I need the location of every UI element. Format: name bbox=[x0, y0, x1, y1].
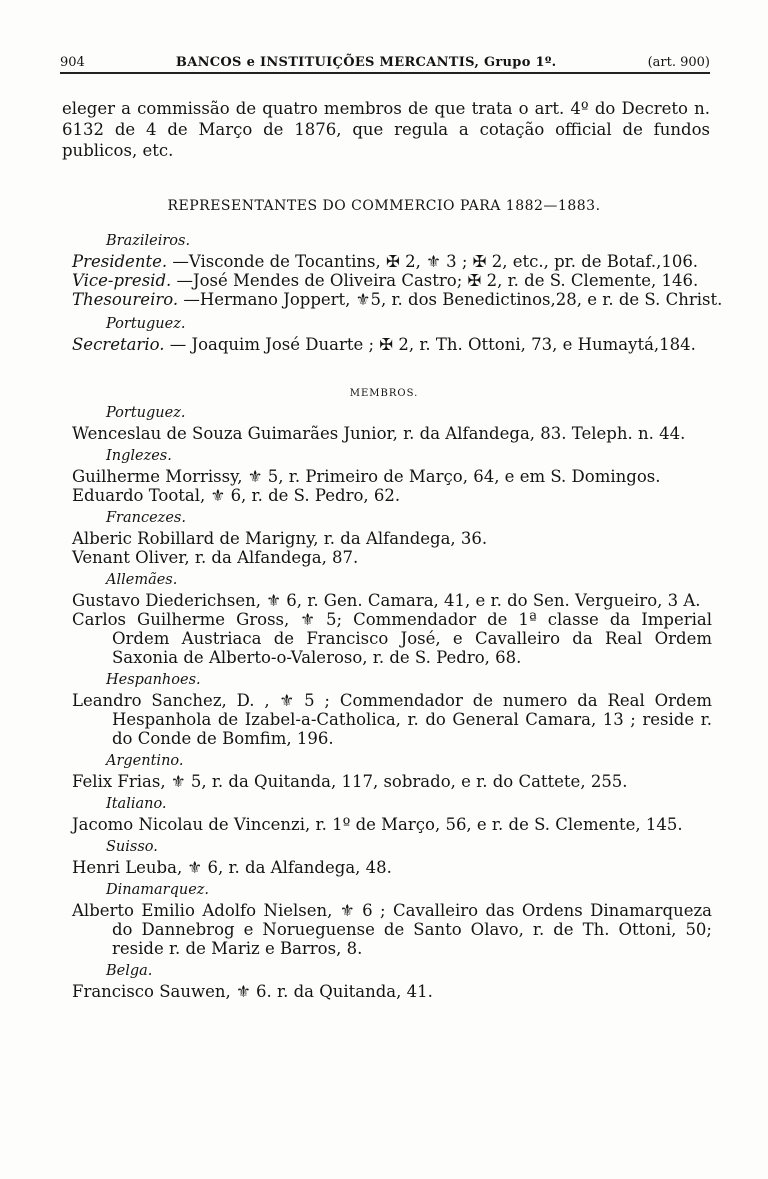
president-line bbox=[72, 252, 712, 271]
nationality-heading: Inglezes. bbox=[106, 448, 172, 464]
member-entry: Gustavo Diederichsen, ⚜ 6, r. Gen. Camara, 41, e r. do Sen. Vergueiro, 3 A. bbox=[72, 591, 701, 610]
member-group bbox=[72, 447, 712, 505]
nationality-heading: Portuguez. bbox=[106, 405, 186, 421]
members-block bbox=[72, 404, 712, 1005]
president-text: —Visconde de Tocantins, ✠ 2, ⚜ 3 ; ✠ 2, etc., pr. de Botaf.,106. bbox=[172, 252, 699, 271]
nationality-heading: Francezes. bbox=[106, 510, 186, 526]
nationality-heading: Hespanhoes. bbox=[106, 672, 201, 688]
member-entry: Felix Frias, ⚜ 5, r. da Quitanda, 117, sobrado, e r. do Cattete, 255. bbox=[72, 772, 628, 791]
running-title: BANCOS e INSTITUIÇÕES MERCANTIS, Grupo 1º. bbox=[175, 55, 557, 70]
member-group bbox=[72, 838, 712, 877]
member-entry: Carlos Guilherme Gross, ⚜ 5; Commendador de 1ª classe da Imperial Ordem Austriaca de Francisco José, e Cavalleiro da Real Ordem Saxonia de Alberto-o-Valeroso, r. de S. Pedro, 68. bbox=[72, 610, 712, 667]
article-reference: (art. 900) bbox=[647, 55, 710, 70]
member-group bbox=[72, 571, 712, 667]
member-group bbox=[72, 404, 712, 443]
nationality-heading: Dinamarquez. bbox=[106, 882, 210, 898]
member-group bbox=[72, 509, 712, 567]
secretary-role: Secretario. bbox=[72, 335, 165, 354]
member-entry: Alberic Robillard de Marigny, r. da Alfandega, 36. bbox=[72, 529, 488, 548]
members-title: MEMBROS. bbox=[349, 388, 419, 399]
nationality-heading: Allemães. bbox=[106, 572, 178, 588]
member-entry: Alberto Emilio Adolfo Nielsen, ⚜ 6 ; Cavalleiro das Ordens Dinamarqueza do Dannebrog e Norueguense de Santo Olavo, r. de Th. Ottoni, 50; reside r. de Mariz e Barros, 8. bbox=[72, 901, 712, 958]
member-group bbox=[72, 752, 712, 791]
vice-president-role: Vice-presid. bbox=[72, 271, 172, 290]
member-entry: Eduardo Tootal, ⚜ 6, r. de S. Pedro, 62. bbox=[72, 486, 401, 505]
vice-president-line bbox=[72, 271, 712, 290]
treasurer-line bbox=[72, 290, 723, 309]
nationality-heading: Argentino. bbox=[106, 753, 184, 769]
member-entry: Leandro Sanchez, D. , ⚜ 5 ; Commendador de numero da Real Ordem Hespanhola de Izabel-a-Catholica, r. do General Camara, 13 ; reside r. do Conde de Bomfim, 196. bbox=[72, 691, 712, 748]
member-entry: Francisco Sauwen, ⚜ 6. r. da Quitanda, 41. bbox=[72, 982, 433, 1001]
running-header bbox=[60, 55, 710, 74]
nationality-heading: Belga. bbox=[106, 963, 153, 979]
secretary-line bbox=[72, 335, 712, 354]
member-entry: Venant Oliver, r. da Alfandega, 87. bbox=[72, 548, 359, 567]
section-title: REPRESENTANTES DO COMMERCIO PARA 1882—1883. bbox=[167, 198, 601, 214]
nationality-heading: Portuguez. bbox=[106, 316, 186, 332]
president-role: Presidente. bbox=[72, 252, 168, 271]
nationality-heading: Brazileiros. bbox=[106, 233, 191, 249]
directors-block bbox=[72, 232, 723, 354]
member-group bbox=[72, 962, 712, 1001]
member-group bbox=[72, 795, 712, 834]
vice-president-text: —José Mendes de Oliveira Castro; ✠ 2, r. de S. Clemente, 146. bbox=[176, 271, 699, 290]
treasurer-role: Thesoureiro. bbox=[72, 290, 179, 309]
nationality-heading: Suisso. bbox=[106, 839, 158, 855]
member-group bbox=[72, 671, 712, 748]
treasurer-text: —Hermano Joppert, ⚜5, r. dos Benedictinos,28, e r. de S. Christ. bbox=[183, 290, 723, 309]
member-entry: Guilherme Morrissy, ⚜ 5, r. Primeiro de Março, 64, e em S. Domingos. bbox=[72, 467, 661, 486]
secretary-text: — Joaquim José Duarte ; ✠ 2, r. Th. Ottoni, 73, e Humaytá,184. bbox=[169, 335, 696, 354]
member-group bbox=[72, 881, 712, 958]
intro-paragraph: eleger a commissão de quatro membros de que trata o art. 4º do Decreto n. 6132 de 4 de Março de 1876, que regula a cotação official de fundos publicos, etc. bbox=[62, 99, 710, 160]
member-entry: Wenceslau de Souza Guimarães Junior, r. da Alfandega, 83. Teleph. n. 44. bbox=[72, 424, 686, 443]
page-number: 904 bbox=[60, 55, 85, 70]
member-entry: Jacomo Nicolau de Vincenzi, r. 1º de Março, 56, e r. de S. Clemente, 145. bbox=[72, 815, 683, 834]
member-entry: Henri Leuba, ⚜ 6, r. da Alfandega, 48. bbox=[72, 858, 392, 877]
nationality-heading: Italiano. bbox=[106, 796, 167, 812]
